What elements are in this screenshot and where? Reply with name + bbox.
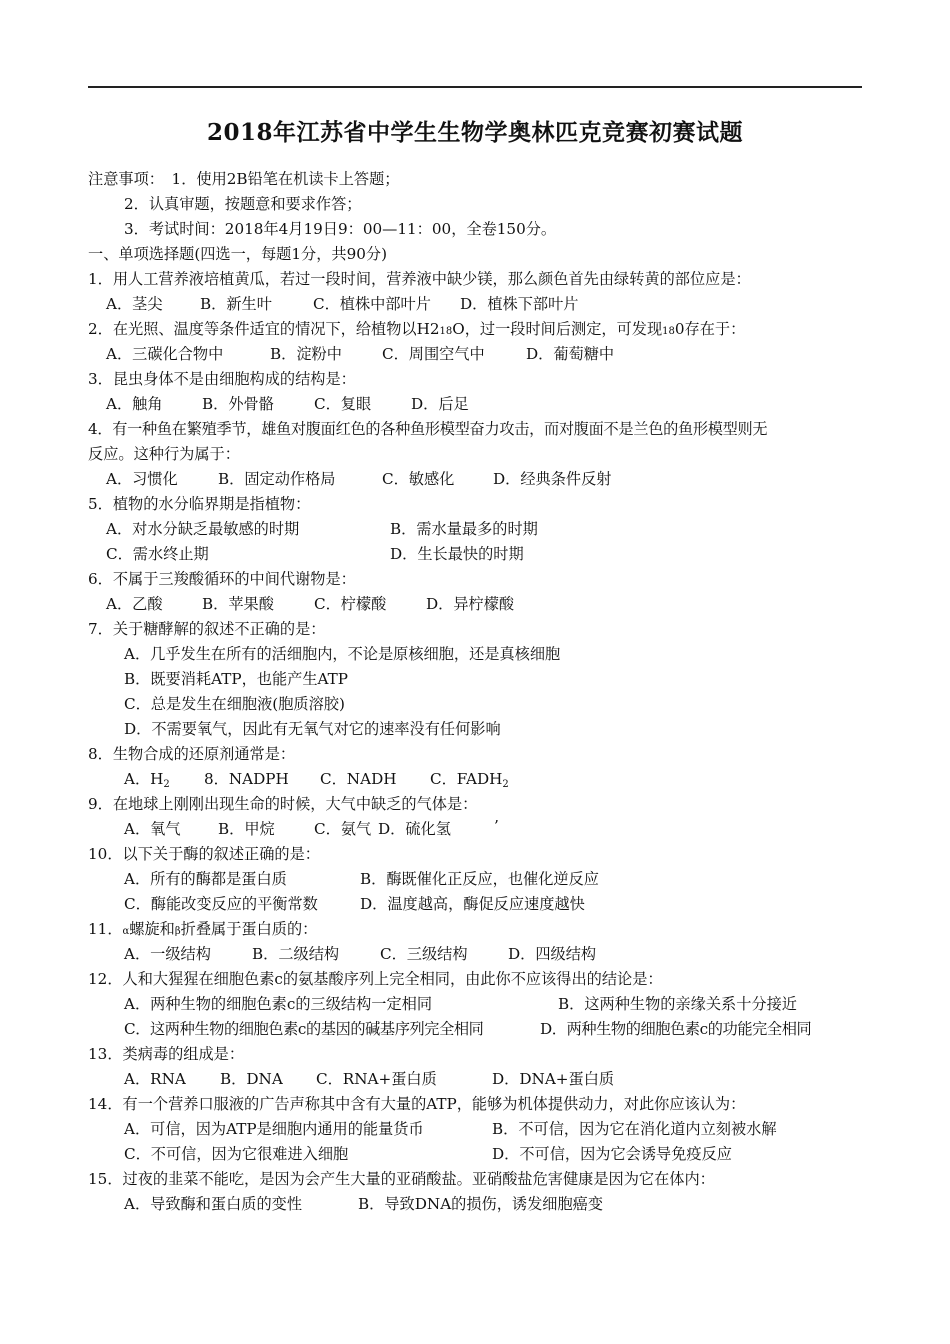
question-12-stem: 12．人和大猩猩在细胞色素c的氨基酸序列上完全相同，由此你不应该得出的结论是：	[88, 970, 663, 988]
q14-option-b: B．不可信，因为它在消化道内立刻被水解	[492, 1120, 777, 1138]
question-14-stem: 14．有一个营养口服液的广告声称其中含有大量的ATP，能够为机体提供动力，对此你应该认为：	[88, 1095, 746, 1113]
q2-option-a: A．三碳化合物中	[106, 345, 224, 363]
q1-option-b: B．新生叶	[200, 295, 272, 313]
note-3: 3．考试时间：2018年4月19日9：00—11：00，全卷150分。	[124, 220, 557, 238]
q10-option-d: D．温度越高，酶促反应速度越快	[360, 895, 585, 913]
q10-option-a: A．所有的酶都是蛋白质	[124, 870, 287, 888]
q13-option-d: D．DNA+蛋白质	[492, 1070, 615, 1088]
q8-option-b: 8．NADPH	[204, 770, 289, 788]
q10-option-c: C．酶能改变反应的平衡常数	[124, 895, 318, 913]
q9-option-d: D．硫化氢	[378, 820, 451, 838]
q8-option-d: C．$FADH_2$	[430, 770, 509, 790]
question-5-stem: 5．植物的水分临界期是指植物：	[88, 495, 311, 513]
q4-option-c: C．敏感化	[382, 470, 455, 488]
q11-option-c: C．三级结构	[380, 945, 468, 963]
q6-option-d: D．异柠檬酸	[426, 595, 515, 613]
q5-option-d: D．生长最快的时期	[390, 545, 524, 563]
q7-option-b: B．既要消耗ATP，也能产生ATP	[124, 670, 349, 688]
q9-option-a: A．氧气	[124, 820, 181, 838]
q14-option-c: C．不可信，因为它很难进入细胞	[124, 1145, 349, 1163]
q11-option-d: D．四级结构	[508, 945, 597, 963]
q1-option-d: D．植株下部叶片	[460, 295, 579, 313]
question-1-stem: 1．用人工营养液培植黄瓜，若过一段时间，营养液中缺少镁，那么颜色首先由绿转黄的部位应是：	[88, 270, 751, 288]
q5-option-b: B．需水量最多的时期	[390, 520, 538, 538]
q7-option-a: A．几乎发生在所有的活细胞内，不论是原核细胞，还是真核细胞	[124, 645, 561, 663]
q13-option-a: A．RNA	[124, 1070, 186, 1088]
question-2-stem: 2．在光照、温度等条件适宜的情况下，给植物以H218O，过一段时间后测定，可发现180存在于：	[88, 320, 746, 338]
q15-option-a: A．导致酶和蛋白质的变性	[124, 1195, 303, 1213]
q10-option-b: B．酶既催化正反应，也催化逆反应	[360, 870, 599, 888]
q9-option-c: C．氨气	[314, 820, 372, 838]
q7-option-d: D．不需要氧气，因此有无氧气对它的速率没有任何影响	[124, 720, 501, 738]
q1-option-c: C．植株中部叶片	[313, 295, 431, 313]
q11-option-a: A．一级结构	[124, 945, 211, 963]
q11-option-b: B．二级结构	[252, 945, 340, 963]
q6-option-c: C．柠檬酸	[314, 595, 387, 613]
q4-option-d: D．经典条件反射	[493, 470, 612, 488]
question-9-stem: 9．在地球上刚刚出现生命的时候，大气中缺乏的气体是：	[88, 795, 478, 813]
q14-option-a: A．可信，因为ATP是细胞内通用的能量货币	[124, 1120, 424, 1138]
q8-option-a: A．$H_2$	[124, 770, 170, 790]
q9-stray-mark: ’	[494, 817, 499, 835]
question-7-stem: 7．关于糖酵解的叙述不正确的是：	[88, 620, 326, 638]
section-heading: 一、单项选择题(四选一，每题1分，共90分)	[88, 245, 388, 263]
q5-option-c: C．需水终止期	[106, 545, 209, 563]
q2-option-c: C．周围空气中	[382, 345, 485, 363]
q12-option-b: B．这两种生物的亲缘关系十分接近	[558, 995, 797, 1013]
q12-option-a: A．两种生物的细胞色素c的三级结构一定相同	[124, 995, 433, 1013]
q4-option-a: A．习惯化	[106, 470, 178, 488]
question-11-stem: 11．α螺旋和β折叠属于蛋白质的：	[88, 920, 318, 938]
q6-option-b: B．苹果酸	[202, 595, 274, 613]
question-3-stem: 3．昆虫身体不是由细胞构成的结构是：	[88, 370, 356, 388]
question-8-stem: 8．生物合成的还原剂通常是：	[88, 745, 296, 763]
note-1: 注意事项： 1．使用2B铅笔在机读卡上答题；	[88, 170, 400, 188]
q3-option-b: B．外骨骼	[202, 395, 274, 413]
question-10-stem: 10．以下关于酶的叙述正确的是：	[88, 845, 320, 863]
question-4-stem-line2: 反应。这种行为属于：	[88, 445, 240, 463]
page-title: 2018年江苏省中学生生物学奥林匹克竞赛初赛试题	[206, 119, 743, 146]
question-13-stem: 13．类病毒的组成是：	[88, 1045, 245, 1063]
q2-option-d: D．葡萄糖中	[526, 345, 615, 363]
q7-option-c: C．总是发生在细胞液(胞质溶胶)	[124, 695, 345, 713]
q13-option-b: B．DNA	[220, 1070, 283, 1088]
q3-option-c: C．复眼	[314, 395, 372, 413]
header-rule	[88, 86, 862, 88]
note-2: 2．认真审题，按题意和要求作答；	[124, 195, 362, 213]
q9-option-b: B．甲烷	[218, 820, 275, 838]
q13-option-c: C．RNA+蛋白质	[316, 1070, 437, 1088]
q12-option-d: D．两种生物的细胞色素c的功能完全相同	[540, 1020, 812, 1038]
q6-option-a: A．乙酸	[106, 595, 163, 613]
question-6-stem: 6．不属于三羧酸循环的中间代谢物是：	[88, 570, 356, 588]
q14-option-d: D．不可信，因为它会诱导免疫反应	[492, 1145, 732, 1163]
q3-option-d: D．后足	[411, 395, 469, 413]
q8-option-c: C．NADH	[320, 770, 397, 788]
q15-option-b: B．导致DNA的损伤，诱发细胞癌变	[358, 1195, 604, 1213]
question-4-stem-line1: 4．有一种鱼在繁殖季节，雄鱼对腹面红色的各种鱼形模型奋力攻击，而对腹面不是兰色的鱼形模型则无	[88, 420, 768, 438]
q12-option-c: C．这两种生物的细胞色素c的基因的碱基序列完全相同	[124, 1020, 484, 1038]
q1-option-a: A．茎尖	[106, 295, 163, 313]
q4-option-b: B．固定动作格局	[218, 470, 336, 488]
q5-option-a: A．对水分缺乏最敏感的时期	[106, 520, 300, 538]
question-15-stem: 15．过夜的韭菜不能吃，是因为会产生大量的亚硝酸盐。亚硝酸盐危害健康是因为它在体内：	[88, 1170, 715, 1188]
q3-option-a: A．触角	[106, 395, 163, 413]
q2-option-b: B．淀粉中	[270, 345, 342, 363]
